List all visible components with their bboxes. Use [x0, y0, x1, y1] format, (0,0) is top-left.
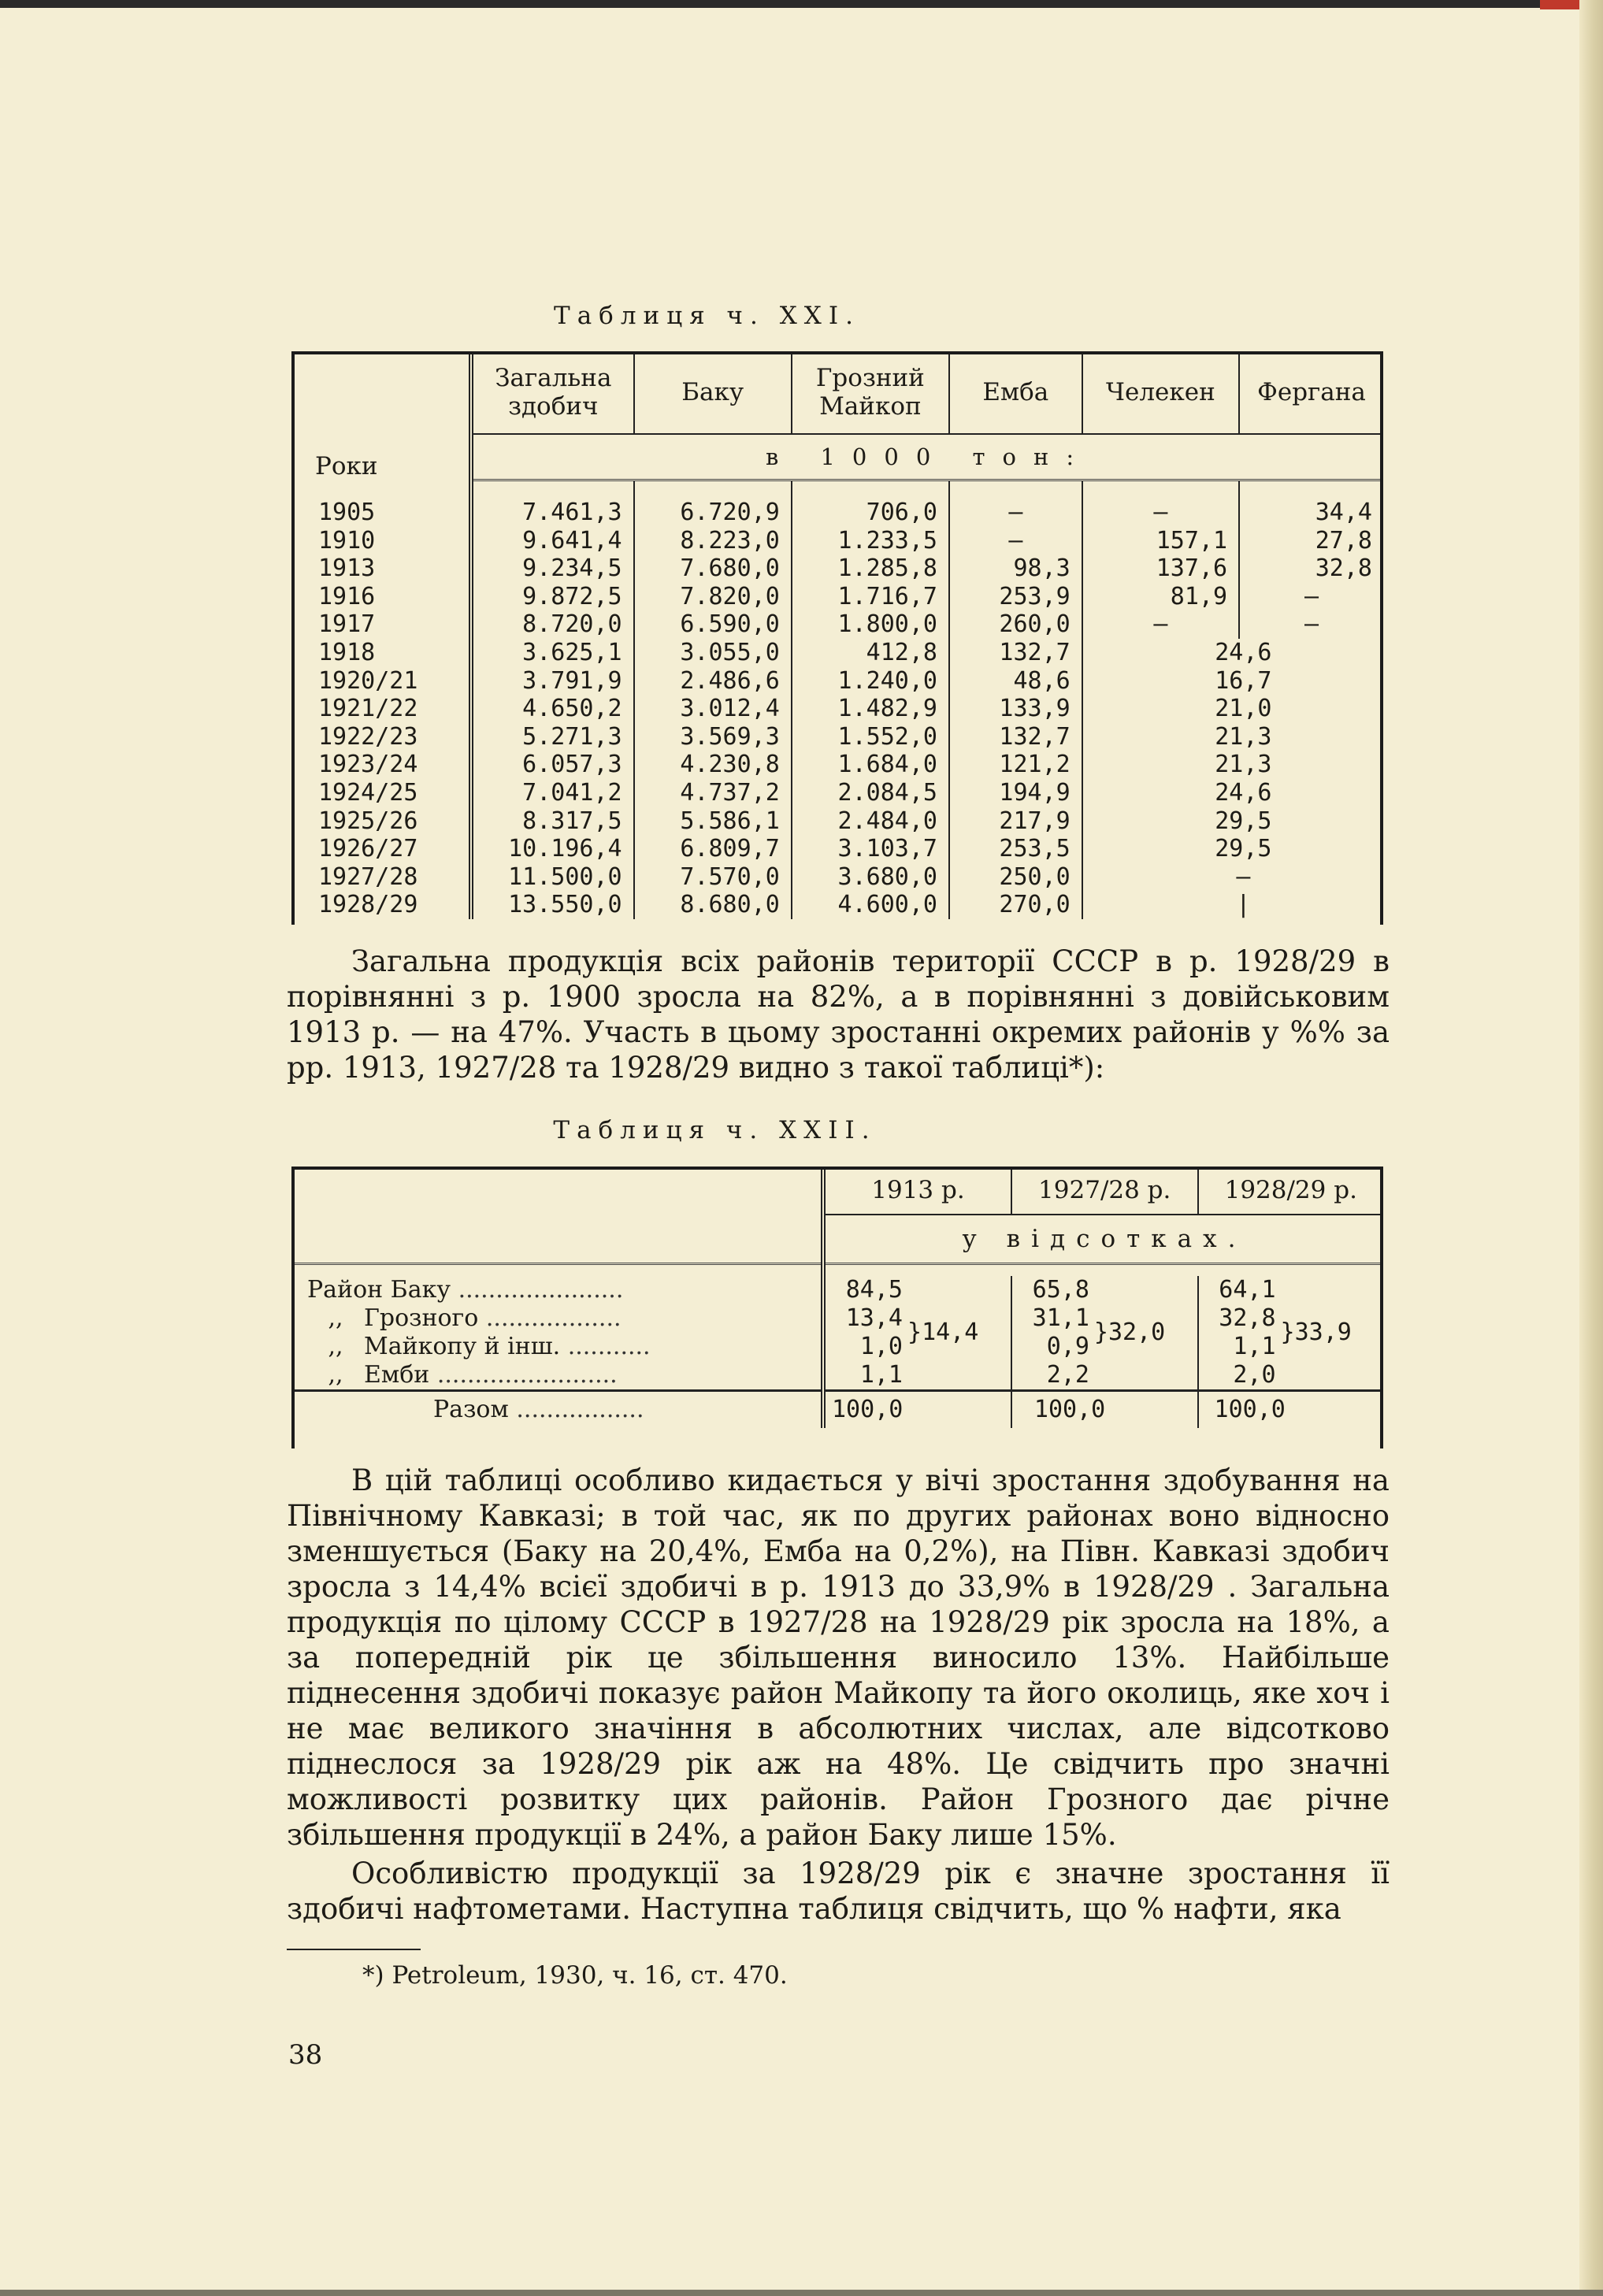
t22-row-label: Район Баку ......................: [307, 1276, 624, 1304]
t22-header-blank: [291, 1167, 823, 1215]
table-row: [291, 1276, 1383, 1304]
t21-unit-label: в 1000 тон:: [471, 434, 1383, 480]
t21-cell: 6.809,7: [634, 835, 792, 863]
t21-cell: 11.500,0: [471, 863, 634, 892]
table-row: [291, 863, 1383, 892]
t21-cell: 27,8: [1239, 527, 1383, 555]
t22-cell: 2,2: [1046, 1361, 1089, 1389]
t21-cell: 260,0: [949, 610, 1082, 639]
t21-cell: 6.057,3: [471, 751, 634, 779]
t22-header-1928-29: 1928/29 р.: [1198, 1167, 1383, 1215]
t21-cell: 1.800,0: [792, 610, 949, 639]
page-number: 38: [288, 2039, 323, 2071]
table-row: [291, 667, 1383, 695]
t21-cell: 3.625,1: [471, 639, 634, 667]
t21-cell: 5.271,3: [471, 723, 634, 751]
t22-cell: 65,8: [1032, 1276, 1089, 1304]
scan-bottom-edge: [0, 2290, 1603, 2296]
t22-row-label: ,, Емби ........................: [328, 1361, 618, 1389]
t21-cell: 132,7: [949, 639, 1082, 667]
t22-total-cell: 100,0: [1033, 1396, 1106, 1423]
t21-cell: 21,3: [1082, 723, 1383, 751]
t21-cell: 194,9: [949, 779, 1082, 807]
t21-cell: 4.230,8: [634, 751, 792, 779]
t21-cell: 8.223,0: [634, 527, 792, 555]
t21-cell: 3.569,3: [634, 723, 792, 751]
scan-top-edge: [0, 0, 1603, 8]
t21-cell: —: [1082, 863, 1383, 892]
t21-cell: 1.684,0: [792, 751, 949, 779]
t22-cell: 1,0: [859, 1333, 903, 1360]
t21-year-cell: 1916: [318, 582, 376, 610]
t21-cell: 6.720,9: [634, 499, 792, 527]
t21-cell: 1.716,7: [792, 583, 949, 611]
t22-cell: 32,8: [1219, 1304, 1276, 1332]
t21-cell: 706,0: [792, 499, 949, 527]
t22-total-cell: 100,0: [832, 1396, 904, 1423]
paragraph-3-text: Особливістю продукції за 1928/29 рік є значне зростання її здобичі нафтометами. Наступна таблиця свідчить, що % нафти, яка: [287, 1856, 1390, 1926]
t21-cell: 7.041,2: [471, 779, 634, 807]
t21-cell: 4.650,2: [471, 695, 634, 723]
t22-cell: 84,5: [845, 1276, 903, 1304]
footnote: *) Petroleum, 1930, ч. 16, ст. 470.: [362, 1961, 788, 1990]
t22-cell: 0,9: [1046, 1333, 1089, 1360]
t21-year-cell: 1921/22: [318, 695, 418, 723]
t21-year-cell: 1928/29: [318, 891, 418, 919]
t21-cell: 81,9: [1082, 583, 1239, 611]
t22-cell: 13,4: [845, 1304, 903, 1332]
t21-cell: 7.570,0: [634, 863, 792, 892]
t21-cell: 1.240,0: [792, 667, 949, 695]
t22-cell: 64,1: [1219, 1276, 1276, 1304]
table-22-caption: Таблиця ч. XXII.: [553, 1116, 877, 1144]
t21-year-cell: 1923/24: [318, 751, 418, 779]
t21-cell: 21,0: [1082, 695, 1383, 723]
t21-cell: 8.720,0: [471, 610, 634, 639]
t21-year-cell: 1925/26: [318, 807, 418, 835]
t21-cell: 132,7: [949, 723, 1082, 751]
t21-cell: 29,5: [1082, 807, 1383, 836]
t22-total-label: Разом .................: [291, 1391, 823, 1429]
t21-cell: 10.196,4: [471, 835, 634, 863]
t21-year-cell: 1920/21: [318, 666, 418, 695]
table-row: [291, 639, 1383, 667]
t21-cell: 2.486,6: [634, 667, 792, 695]
t21-cell: 9.234,5: [471, 555, 634, 583]
table-row: [291, 723, 1383, 751]
t22-group-total: }32,0: [1093, 1319, 1166, 1346]
t21-cell: 3.791,9: [471, 667, 634, 695]
table-row: [291, 555, 1383, 583]
t22-header-1927-28: 1927/28 р.: [1011, 1167, 1198, 1215]
t21-cell: 270,0: [949, 891, 1082, 919]
t21-year-cell: 1905: [318, 499, 376, 526]
t21-cell: 121,2: [949, 751, 1082, 779]
t21-cell: 8.317,5: [471, 807, 634, 836]
t21-cell: 24,6: [1082, 639, 1383, 667]
t21-cell: 1.285,8: [792, 555, 949, 583]
t21-cell: 1.233,5: [792, 527, 949, 555]
table-row: [291, 751, 1383, 779]
t22-row-label: ,, Майкопу й інш. ...........: [328, 1333, 651, 1360]
t21-year-cell: 1927/28: [318, 862, 418, 891]
t21-cell: 253,5: [949, 835, 1082, 863]
t21-cell: —: [949, 499, 1082, 527]
t21-header-baku: Баку: [634, 351, 792, 434]
t21-cell: —: [1082, 499, 1239, 527]
paragraph-2-text: В цій таблиці особливо кидається у вічі зростання здобування на Північному Кавказі; в той час, як по других районах воно відносно зменшується (Баку на 20,4%, Емба на 0,2%), на Півн. Кавказі здобич зросла з 14,4% всієї здобичі в р. 1913 до 33,9% в 1928/29 . Загальна продукція по цілому СССР в 1927/28 на 1928/29 рік зросла на 18%, а за попередній рік це збільшення виносило 13%. Найбільше піднесення здобичі показує район Майкопу та його околиць, яке хоч і не має великого значіння в абсолютних числах, але відсотково піднеслося за 1928/29 рік аж на 48%. Це свідчить про значні можливості розвитку цих районів. Район Грозного дає річне збільшення продукції в 24%, а район Баку лише 15%.: [287, 1463, 1390, 1852]
table-row: [291, 891, 1383, 919]
table-21-caption: Таблиця ч. XXI.: [554, 302, 860, 330]
t21-cell: 7.820,0: [634, 583, 792, 611]
t21-cell: 250,0: [949, 863, 1082, 892]
t21-year-cell: 1926/27: [318, 835, 418, 863]
t21-cell: 1.482,9: [792, 695, 949, 723]
t21-cell: 21,3: [1082, 751, 1383, 779]
t22-unit-label: у відсотках.: [823, 1215, 1383, 1264]
t22-cell: 31,1: [1032, 1304, 1089, 1332]
t21-header-grozny-maikop: Грозний Майкоп: [792, 351, 949, 434]
t21-cell: 3.055,0: [634, 639, 792, 667]
t22-header-1913: 1913 р.: [823, 1167, 1011, 1215]
t21-cell: 412,8: [792, 639, 949, 667]
t21-cell: 3.012,4: [634, 695, 792, 723]
t21-body: [291, 480, 1383, 919]
t21-cell: 32,8: [1239, 555, 1383, 583]
t21-cell: 2.084,5: [792, 779, 949, 807]
paragraph-2-block: [287, 1463, 1390, 1927]
table-row: [291, 779, 1383, 807]
t21-cell: 4.600,0: [792, 891, 949, 919]
paragraph-1: [287, 944, 1390, 1085]
t21-year-cell: 1918: [318, 638, 376, 666]
t21-cell: 24,6: [1082, 779, 1383, 807]
t21-cell: 2.484,0: [792, 807, 949, 836]
t21-cell: 7.461,3: [471, 499, 634, 527]
t22-total-row: [291, 1391, 1383, 1429]
t21-cell: 157,1: [1082, 527, 1239, 555]
t21-cell: 9.872,5: [471, 583, 634, 611]
t21-year-cell: 1924/25: [318, 778, 418, 807]
t22-cell: 1,1: [1233, 1333, 1276, 1360]
t21-cell: 4.737,2: [634, 779, 792, 807]
table-row: [291, 610, 1383, 639]
t22-cell: 1,1: [859, 1361, 903, 1389]
t22-row-label: ,, Грозного ..................: [328, 1304, 622, 1332]
t21-cell: —: [1239, 583, 1383, 611]
t21-cell: |: [1082, 891, 1383, 919]
t21-header-cheleken: Челекен: [1082, 351, 1239, 434]
t21-cell: 16,7: [1082, 667, 1383, 695]
t21-cell: 5.586,1: [634, 807, 792, 836]
t22-group-total: }14,4: [907, 1319, 979, 1346]
t21-cell: —: [949, 527, 1082, 555]
table-row: [291, 695, 1383, 723]
table-row: [291, 1361, 1383, 1391]
t21-cell: 98,3: [949, 555, 1082, 583]
t21-cell: 48,6: [949, 667, 1082, 695]
t21-cell: 1.552,0: [792, 723, 949, 751]
paragraph-1-text: Загальна продукція всіх районів території СССР в р. 1928/29 в порівнянні з р. 1900 зросла на 82%, а в порівнянні з довійськовим 1913 р. — на 47%. Участь в цьому зростанні окремих районів у %% за рр. 1913, 1927/28 та 1928/29 видно з такої таблиці*):: [287, 944, 1390, 1085]
t21-cell: 217,9: [949, 807, 1082, 836]
table-row: [291, 1304, 1383, 1333]
table-row: [291, 527, 1383, 555]
t21-cell: 8.680,0: [634, 891, 792, 919]
t21-cell: 3.680,0: [792, 863, 949, 892]
t21-cell: 6.590,0: [634, 610, 792, 639]
t21-year-cell: 1910: [318, 526, 376, 555]
t21-header-years: Роки: [315, 451, 378, 480]
t21-year-cell: 1922/23: [318, 722, 418, 751]
t21-cell: 13.550,0: [471, 891, 634, 919]
table-22: [291, 1167, 1383, 1428]
footnote-rule: [287, 1949, 421, 1950]
t21-cell: 133,9: [949, 695, 1082, 723]
t21-header-fergana: Фергана: [1239, 351, 1383, 434]
t21-header-total: Загальна здобич: [471, 351, 634, 434]
t21-cell: 34,4: [1239, 499, 1383, 527]
t21-year-cell: 1913: [318, 555, 376, 583]
table-21: [291, 351, 1383, 919]
t21-cell: —: [1239, 610, 1383, 639]
table-row: [291, 835, 1383, 863]
t21-year-cell: 1917: [318, 610, 376, 639]
t22-total-cell: 100,0: [1214, 1396, 1286, 1423]
table-row: [291, 499, 1383, 527]
table-row: [291, 807, 1383, 836]
t22-cell: 2,0: [1233, 1361, 1276, 1389]
t21-header-emba: Емба: [949, 351, 1082, 434]
t21-cell: 7.680,0: [634, 555, 792, 583]
t21-cell: 253,9: [949, 583, 1082, 611]
t21-cell: 29,5: [1082, 835, 1383, 863]
t22-group-total: }33,9: [1280, 1319, 1352, 1346]
t21-cell: 137,6: [1082, 555, 1239, 583]
table-row: [291, 583, 1383, 611]
page-binding-edge: [1579, 0, 1603, 2296]
t21-cell: 3.103,7: [792, 835, 949, 863]
t21-cell: —: [1082, 610, 1239, 639]
t21-cell: 9.641,4: [471, 527, 634, 555]
